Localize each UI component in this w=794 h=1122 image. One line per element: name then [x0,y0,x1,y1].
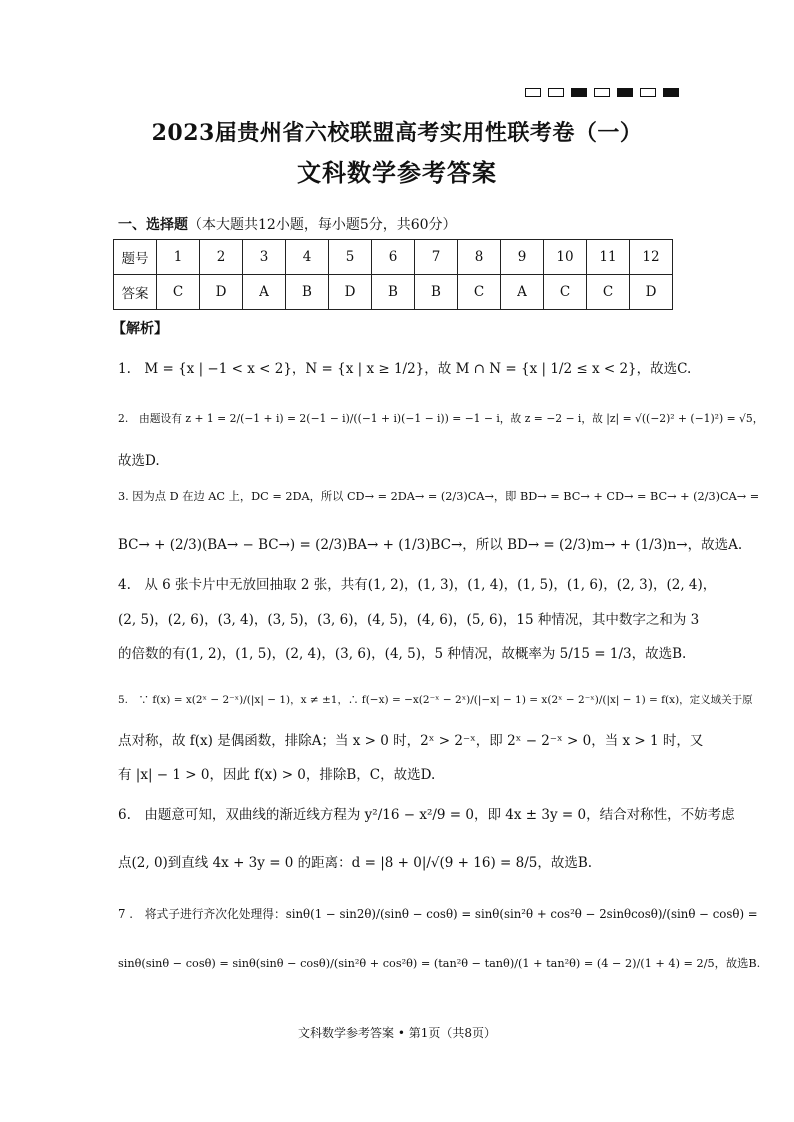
solution-6-line-1: 6. 由题意可知，双曲线的渐近线方程为 y²/16 − x²/9 = 0，即 4x ± 3y = 0，结合对称性，不妨考虑 [118,807,735,823]
table-cell: D [329,275,372,310]
empty-square-mark [525,88,541,97]
table-cell: 3 [243,240,286,275]
page-footer: 文科数学参考答案 • 第1页（共8页） [298,1026,496,1040]
empty-square-mark [548,88,564,97]
empty-square-mark [640,88,656,97]
table-cell: 8 [458,240,501,275]
table-cell: B [415,275,458,310]
table-cell: C [157,275,200,310]
solution-7-line-1: 7 . 将式子进行齐次化处理得：sinθ(1 − sin2θ)/(sinθ − cosθ) = sinθ(sin²θ + cos²θ − 2sinθcosθ)/(sinθ − cosθ) = [118,907,758,921]
solution-3-line-2: BC→ + (2/3)(BA→ − BC→) = (2/3)BA→ + (1/3)BC→，所以 BD→ = (2/3)m→ + (1/3)n→，故选A. [118,537,743,553]
title-line-1: 2023届贵州省六校联盟高考实用性联考卷（一） [151,120,643,146]
table-cell: 9 [501,240,544,275]
empty-square-mark [594,88,610,97]
table-cell: 5 [329,240,372,275]
table-row-numbers [114,240,673,275]
solution-7-line-2: sinθ(sinθ − cosθ) = sinθ(sinθ − cosθ)/(sin²θ + cos²θ) = (tan²θ − tanθ)/(1 + tan²θ) = (4 − 2)/(1 + 4) = 2/5，故选B. [118,957,761,970]
filled-square-mark [663,88,679,97]
table-cell: 12 [630,240,673,275]
table-cell: B [372,275,415,310]
table-cell: C [587,275,630,310]
solution-1: 1. M = {x | −1 < x < 2}，N = {x | x ≥ 1/2}，故 M ∩ N = {x | 1/2 ≤ x < 2}，故选C. [118,361,692,377]
solution-4-line-2: (2, 5)，(2, 6)，(3, 4)，(3, 5)，(3, 6)，(4, 5)，(4, 6)，(5, 6)，15 种情况，其中数字之和为 3 [118,612,700,628]
table-cell: B [286,275,329,310]
solution-5-line-1: 5. ∵ f(x) = x(2ˣ − 2⁻ˣ)/(|x| − 1)，x ≠ ±1，∴ f(−x) = −x(2⁻ˣ − 2ˣ)/(|−x| − 1) = x(2ˣ − 2⁻ˣ)/(|x| − 1) = f(x)，定义域关于原 [118,694,753,706]
row-label-number: 题号 [114,240,157,275]
table-cell: C [458,275,501,310]
solution-5-line-2: 点对称，故 f(x) 是偶函数，排除A；当 x > 0 时，2ˣ > 2⁻ˣ，即 2ˣ − 2⁻ˣ > 0，当 x > 1 时，又 [118,733,704,749]
table-cell: 2 [200,240,243,275]
solution-6-line-2: 点(2, 0)到直线 4x + 3y = 0 的距离：d = |8 + 0|/√(9 + 16) = 8/5，故选B. [118,855,593,871]
solution-4-line-1: 4. 从 6 张卡片中无放回抽取 2 张，共有(1, 2)，(1, 3)，(1, 4)，(1, 5)，(1, 6)，(2, 3)，(2, 4)， [118,577,717,593]
table-cell: A [501,275,544,310]
solution-5-line-3: 有 |x| − 1 > 0，因此 f(x) > 0，排除B，C，故选D. [118,767,436,783]
header-marks [525,88,679,97]
analysis-label: 【解析】 [112,321,168,337]
filled-square-mark [617,88,633,97]
table-cell: A [243,275,286,310]
table-cell: 11 [587,240,630,275]
table-cell: 6 [372,240,415,275]
table-cell: D [630,275,673,310]
title-line-2: 文科数学参考答案 [297,158,497,187]
table-cell: 7 [415,240,458,275]
answer-table [113,239,673,310]
table-cell: C [544,275,587,310]
solution-2-line-2: 故选D. [118,453,160,469]
row-label-answer: 答案 [114,275,157,310]
solution-3-line-1: 3. 因为点 D 在边 AC 上，DC = 2DA，所以 CD→ = 2DA→ = (2/3)CA→，即 BD→ = BC→ + CD→ = BC→ + (2/3)CA→ = [118,490,760,503]
section-heading [118,214,457,234]
table-cell: 1 [157,240,200,275]
table-cell: 4 [286,240,329,275]
solution-4-line-3: 的倍数的有(1, 2)，(1, 5)，(2, 4)，(3, 6)，(4, 5)，5 种情况，故概率为 5/15 = 1/3，故选B. [118,646,687,662]
table-cell: 10 [544,240,587,275]
section-note: （本大题共12小题，每小题5分，共60分） [188,217,457,233]
table-row-answers [114,275,673,310]
filled-square-mark [571,88,587,97]
section-label: 一、选择题 [118,217,188,233]
solution-2-line-1: 2. 由题设有 z + 1 = 2/(−1 + i) = 2(−1 − i)/((−1 + i)(−1 − i)) = −1 − i，故 z = −2 − i，故 |z| = √((−2)² + (−1)²) = √5， [118,412,764,425]
table-cell: D [200,275,243,310]
